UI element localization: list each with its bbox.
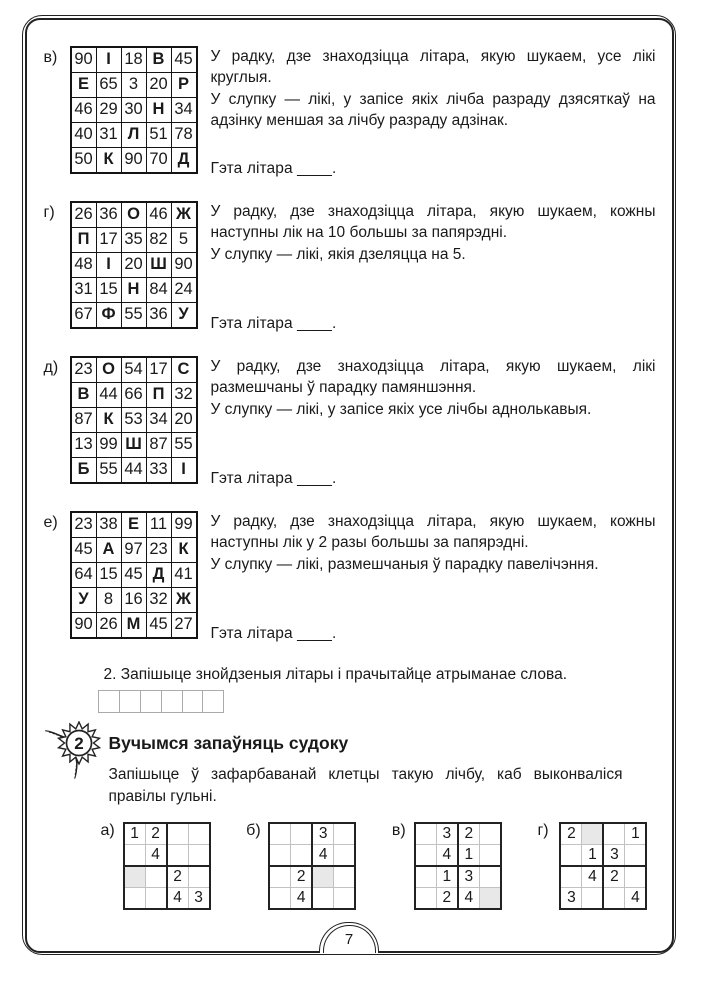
letter-grid (70, 201, 198, 329)
sudoku-cell (479, 844, 501, 866)
letter-grid (70, 511, 198, 639)
letter-puzzle (44, 201, 658, 335)
letter-cell: І (96, 252, 121, 277)
letter-cell: К (96, 147, 121, 173)
description-line: У радку, дзе знаходзіцца літара, якую шукаем, кожны наступны лік у 2 разы большы за папярэдні. (210, 512, 656, 551)
letter-cell: К (171, 537, 197, 562)
number-cell: 67 (71, 302, 97, 328)
sudoku-label: в) (391, 821, 406, 839)
number-cell: 32 (146, 587, 171, 612)
sudoku-cell: 4 (145, 844, 167, 866)
letter-puzzles-section (44, 46, 658, 645)
description-line: У слупку — лікі, у запісе якіх лічба разраду дзясяткаў на адзінку меншая за лічбу разраду адзінак. (210, 90, 656, 129)
letter-cell: П (71, 227, 97, 252)
number-cell: 29 (96, 97, 121, 122)
sudoku-puzzle (246, 822, 356, 910)
description-line: У слупку — лікі, якія дзеляцца на 5. (210, 245, 466, 263)
sudoku-cell: 1 (436, 866, 458, 888)
sudoku-cell: 2 (603, 866, 625, 888)
sudoku-cell: 4 (582, 866, 604, 888)
letter-grid (70, 46, 198, 174)
answer-letter-box (140, 690, 162, 713)
number-cell: 55 (121, 302, 146, 328)
letter-cell: Ж (171, 587, 197, 612)
sudoku-cell (269, 866, 291, 888)
letter-puzzle (44, 511, 658, 645)
number-cell: 33 (146, 457, 171, 483)
sudoku-cell: 3 (188, 887, 210, 909)
sudoku-grid (414, 822, 502, 910)
number-cell: 66 (121, 382, 146, 407)
sudoku-cell (124, 844, 146, 866)
letter-cell: К (96, 407, 121, 432)
number-cell: 46 (71, 97, 97, 122)
number-cell: 23 (71, 357, 97, 383)
sudoku-cell: 2 (291, 866, 313, 888)
sudoku-cell (415, 866, 437, 888)
description-line: У радку, дзе знаходзіцца літара, якую шукаем, усе лікі круглыя. (210, 47, 656, 86)
sudoku-label: а) (100, 821, 115, 839)
sudoku-cell: 1 (124, 823, 146, 845)
number-cell: 35 (121, 227, 146, 252)
sudoku-cell: 3 (436, 823, 458, 845)
letter-cell: П (146, 382, 171, 407)
number-cell: 36 (96, 202, 121, 228)
puzzle-description (211, 356, 656, 421)
task-2-text: 2. Запішыце знойдзеныя літары і прачытайце атрыманае слова. (103, 665, 567, 683)
sudoku-cell: 4 (312, 844, 334, 866)
puzzle-label: д) (43, 358, 59, 376)
puzzle-label: е) (43, 513, 58, 531)
number-cell: 90 (121, 147, 146, 173)
puzzle-description (211, 201, 656, 266)
letter-cell: О (121, 202, 146, 228)
number-cell: 13 (71, 432, 97, 457)
number-cell: 34 (171, 97, 197, 122)
number-cell: 38 (96, 512, 121, 538)
sudoku-shaded-cell (312, 866, 334, 888)
section-2-texts (109, 721, 658, 808)
number-cell: 65 (96, 72, 121, 97)
sudoku-cell: 1 (625, 823, 647, 845)
number-cell: 99 (171, 512, 197, 538)
number-cell: 15 (96, 562, 121, 587)
letter-cell: Л (121, 122, 146, 147)
number-cell: 34 (146, 407, 171, 432)
sudoku-cell: 3 (312, 823, 334, 845)
letter-cell: У (171, 302, 197, 328)
sudoku-cell: 4 (291, 887, 313, 909)
sudoku-cell (479, 823, 501, 845)
number-cell: 26 (71, 202, 97, 228)
letter-cell: Ф (96, 302, 121, 328)
sudoku-cell (124, 887, 146, 909)
sun-rainbow-icon (37, 721, 101, 783)
number-cell: 27 (171, 612, 197, 638)
sudoku-cell (334, 866, 356, 888)
number-cell: 78 (171, 122, 197, 147)
number-cell: 48 (71, 252, 97, 277)
sudoku-grid (123, 822, 211, 910)
letter-cell: А (96, 537, 121, 562)
sudoku-cell (603, 887, 625, 909)
sudoku-cell: 1 (582, 844, 604, 866)
sudoku-cell: 2 (436, 887, 458, 909)
number-cell: 8 (96, 587, 121, 612)
number-cell: 16 (121, 587, 146, 612)
letter-cell: О (96, 357, 121, 383)
letter-cell: С (171, 357, 197, 383)
sudoku-cell (334, 823, 356, 845)
number-cell: 90 (71, 612, 97, 638)
page-number: 7 (344, 931, 354, 948)
sudoku-label: б) (246, 821, 261, 839)
sudoku-puzzle (537, 822, 647, 910)
sudoku-cell (334, 887, 356, 909)
sudoku-cell (188, 844, 210, 866)
number-cell: 90 (71, 47, 97, 73)
section-2-header (37, 721, 658, 808)
answer-blank-line: Гэта літара ____. (210, 315, 337, 332)
number-cell: 53 (121, 407, 146, 432)
number-cell: 36 (146, 302, 171, 328)
answer-letter-box (119, 690, 141, 713)
sudoku-cell (291, 844, 313, 866)
sudoku-cell (145, 887, 167, 909)
page-border-inner (25, 18, 674, 953)
number-cell: 99 (96, 432, 121, 457)
letter-cell: М (121, 612, 146, 638)
sudoku-cell (167, 844, 189, 866)
number-cell: 18 (121, 47, 146, 73)
number-cell: 54 (121, 357, 146, 383)
sudoku-cell (560, 844, 582, 866)
letter-cell: Н (146, 97, 171, 122)
number-cell: 40 (71, 122, 97, 147)
number-cell: 26 (96, 612, 121, 638)
sudoku-cell (582, 887, 604, 909)
number-cell: 23 (146, 537, 171, 562)
letter-cell: Ш (146, 252, 171, 277)
puzzle-text (211, 511, 658, 645)
description-line: У радку, дзе знаходзіцца літара, якую шукаем, кожны наступны лік на 10 большы за папярэдні. (210, 202, 656, 241)
letter-cell: Б (71, 457, 97, 483)
sudoku-cell: 3 (560, 887, 582, 909)
number-cell: 50 (71, 147, 97, 173)
description-line: У слупку — лікі, у запісе якіх усе лічбы аднолькавыя. (210, 400, 592, 418)
sudoku-cell: 3 (458, 866, 480, 888)
letter-cell: І (171, 457, 197, 483)
sudoku-cell (415, 844, 437, 866)
number-cell: 15 (96, 277, 121, 302)
answer-letter-box (182, 690, 204, 713)
sudoku-label: г) (537, 821, 549, 839)
sudoku-cell (269, 844, 291, 866)
number-cell: 51 (146, 122, 171, 147)
puzzle-label: в) (43, 48, 58, 66)
answer-blank-line: Гэта літара ____. (210, 470, 337, 487)
sudoku-cell (188, 866, 210, 888)
page-content (27, 20, 672, 910)
answer-letter-box (202, 690, 224, 713)
letter-cell: У (71, 587, 97, 612)
sudoku-cell (479, 866, 501, 888)
number-cell: 31 (96, 122, 121, 147)
letter-puzzle (44, 46, 658, 180)
number-cell: 20 (121, 252, 146, 277)
sudoku-cell: 2 (167, 866, 189, 888)
number-cell: 82 (146, 227, 171, 252)
letter-cell: В (146, 47, 171, 73)
puzzle-text (211, 356, 658, 490)
sudoku-puzzle (101, 822, 211, 910)
letter-cell: Д (146, 562, 171, 587)
puzzle-text (211, 46, 658, 180)
task-2 (104, 666, 658, 713)
letter-cell: Ш (121, 432, 146, 457)
description-line: У радку, дзе знаходзіцца літара, якую шукаем, лікі размешчаны ў парадку памяншэння. (210, 357, 656, 396)
number-cell: 11 (146, 512, 171, 538)
sudoku-cell: 4 (625, 887, 647, 909)
sudoku-cell (415, 823, 437, 845)
number-cell: 45 (146, 612, 171, 638)
answer-blank-line: Гэта літара ____. (210, 160, 337, 177)
section-title: Вучымся запаўняць судоку (108, 732, 349, 753)
puzzle-label: г) (43, 203, 55, 221)
number-cell: 64 (71, 562, 97, 587)
number-cell: 45 (71, 537, 97, 562)
answer-letter-box (98, 690, 120, 713)
number-cell: 70 (146, 147, 171, 173)
puzzle-description (211, 511, 656, 576)
number-cell: 17 (146, 357, 171, 383)
number-cell: 45 (121, 562, 146, 587)
sudoku-cell (334, 844, 356, 866)
sudoku-cell (188, 823, 210, 845)
sudoku-shaded-cell (124, 866, 146, 888)
letter-cell: І (96, 47, 121, 73)
sudoku-cell (603, 823, 625, 845)
answer-letter-box (161, 690, 183, 713)
number-cell: 31 (71, 277, 97, 302)
puzzle-description (211, 46, 656, 132)
page-border (22, 15, 676, 955)
section-instruction: Запішыце ў зафарбаванай клетцы такую лічбу, каб выконваліся правілы гульні. (108, 765, 623, 805)
sudoku-cell: 2 (145, 823, 167, 845)
section-number: 2 (73, 733, 84, 753)
letter-cell: Е (71, 72, 97, 97)
number-cell: 20 (171, 407, 197, 432)
sudoku-cell: 1 (458, 844, 480, 866)
sudoku-cell (415, 887, 437, 909)
sudoku-cell: 4 (458, 887, 480, 909)
letter-cell: Р (171, 72, 197, 97)
number-cell: 5 (171, 227, 197, 252)
letter-grid (70, 356, 198, 484)
number-cell: 87 (71, 407, 97, 432)
number-cell: 97 (121, 537, 146, 562)
number-cell: 20 (146, 72, 171, 97)
number-cell: 45 (171, 47, 197, 73)
page-number-bump (319, 922, 379, 953)
number-cell: 55 (96, 457, 121, 483)
sudoku-cell (291, 823, 313, 845)
number-cell: 44 (121, 457, 146, 483)
page-number-circle (323, 925, 376, 953)
number-cell: 32 (171, 382, 197, 407)
description-line: У слупку — лікі, размешчаныя ў парадку павелічэння. (210, 555, 599, 573)
sudoku-cell (269, 823, 291, 845)
sudoku-exercises (101, 822, 648, 910)
sudoku-shaded-cell (582, 823, 604, 845)
sudoku-cell: 4 (436, 844, 458, 866)
number-cell: 44 (96, 382, 121, 407)
letter-cell: Н (121, 277, 146, 302)
sudoku-cell: 3 (603, 844, 625, 866)
sudoku-shaded-cell (479, 887, 501, 909)
letter-cell: Д (171, 147, 197, 173)
letter-cell: В (71, 382, 97, 407)
sudoku-cell: 2 (560, 823, 582, 845)
sudoku-cell (560, 866, 582, 888)
number-cell: 84 (146, 277, 171, 302)
sudoku-cell: 2 (458, 823, 480, 845)
sudoku-cell: 4 (167, 887, 189, 909)
number-cell: 55 (171, 432, 197, 457)
number-cell: 46 (146, 202, 171, 228)
letter-cell: Ж (171, 202, 197, 228)
sudoku-grid (559, 822, 647, 910)
sudoku-grid (268, 822, 356, 910)
sudoku-cell (625, 866, 647, 888)
number-cell: 30 (121, 97, 146, 122)
number-cell: 87 (146, 432, 171, 457)
number-cell: 23 (71, 512, 97, 538)
sudoku-cell (625, 844, 647, 866)
answer-blank-line: Гэта літара ____. (210, 625, 337, 642)
number-cell: 3 (121, 72, 146, 97)
number-cell: 90 (171, 252, 197, 277)
sudoku-cell (167, 823, 189, 845)
number-cell: 41 (171, 562, 197, 587)
number-cell: 17 (96, 227, 121, 252)
sudoku-cell (145, 866, 167, 888)
sudoku-cell (269, 887, 291, 909)
letter-puzzle (44, 356, 658, 490)
puzzle-text (211, 201, 658, 335)
sudoku-puzzle (392, 822, 502, 910)
number-cell: 24 (171, 277, 197, 302)
sudoku-cell (312, 887, 334, 909)
answer-letter-boxes (100, 690, 658, 713)
letter-cell: Е (121, 512, 146, 538)
